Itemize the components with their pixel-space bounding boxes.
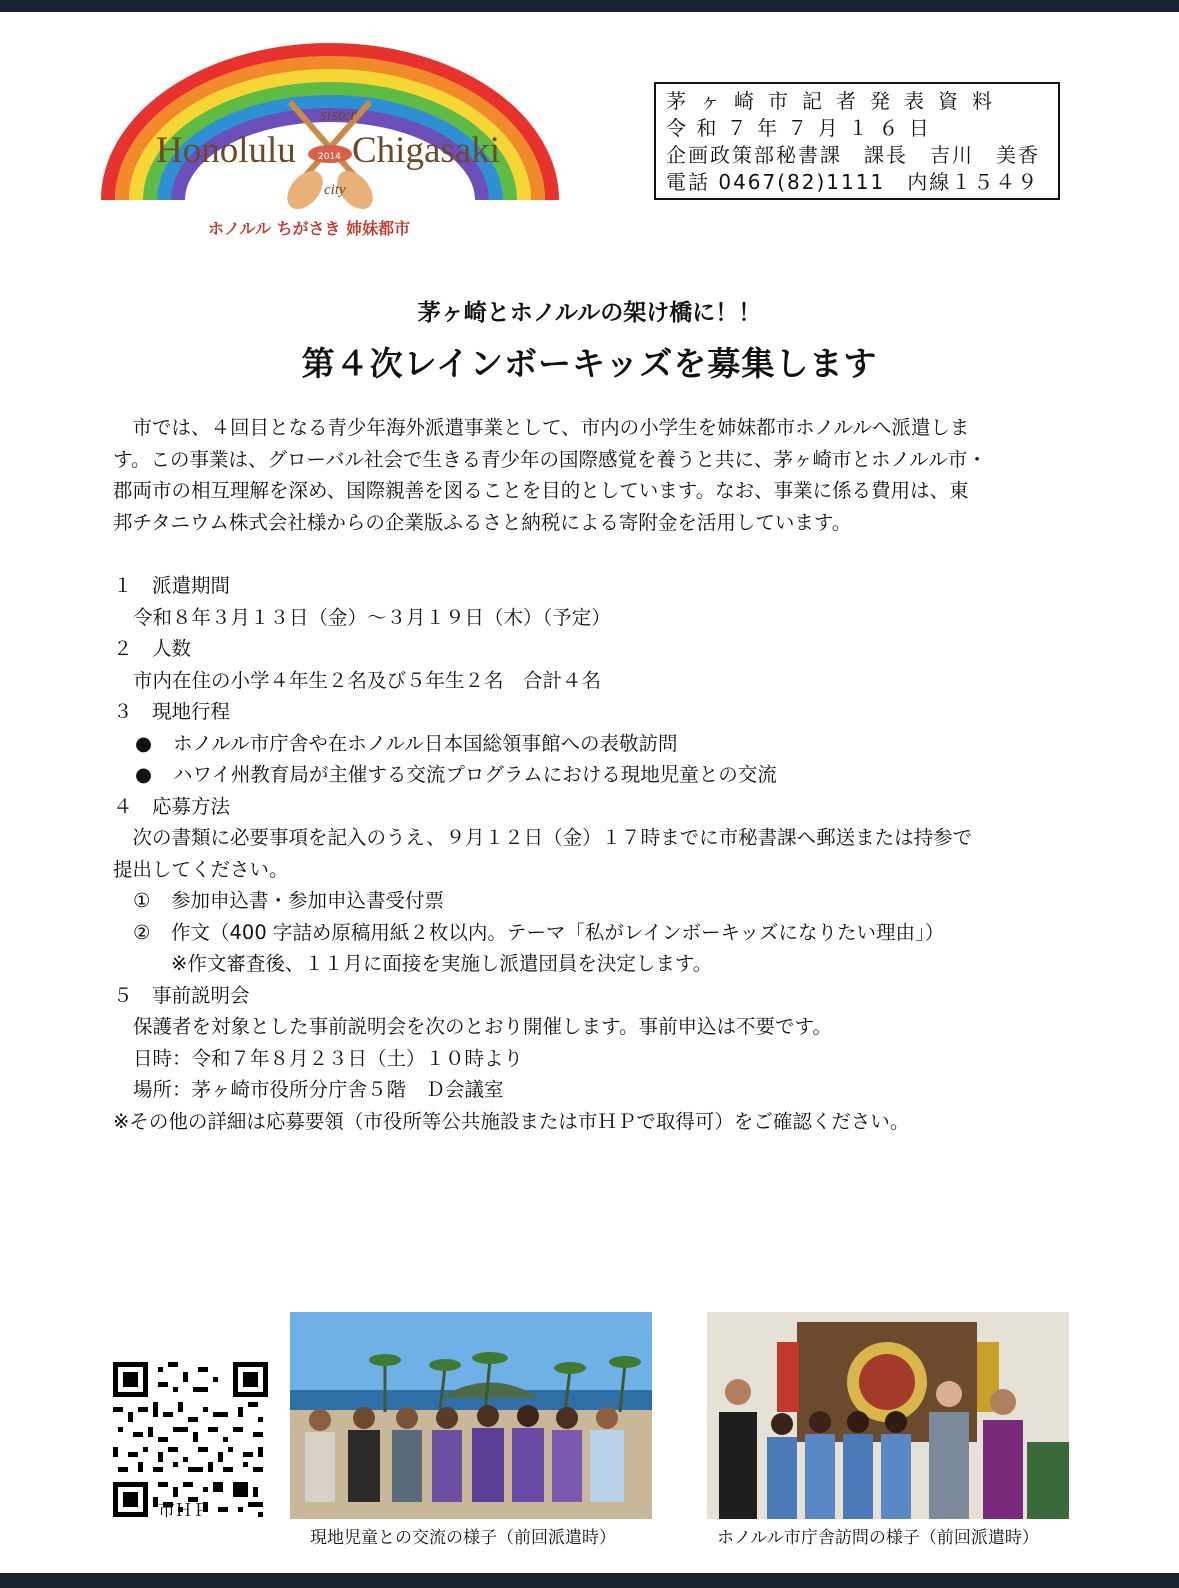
item-number: ① <box>133 889 151 912</box>
section-title-application: ４ 応募方法 <box>113 794 231 818</box>
section-title-count: ２ 人数 <box>113 637 192 660</box>
qr-code[interactable] <box>113 1362 268 1517</box>
press-date: 令 和 ７ 年 ７ 月 １ ６ 日 <box>666 116 931 140</box>
qr-caption: 市ＨＰ <box>158 1501 209 1521</box>
press-label: 茅ヶ崎市記者発表資料 <box>666 89 1006 113</box>
logo-subtitle-text: ホノルル ちがさき 姉妹都市 <box>208 219 411 238</box>
application-note: ※作文審査後、１１月に面接を実施し派遣団員を決定します。 <box>171 952 713 975</box>
page-subtitle: 茅ヶ崎とホノルルの架け橋に！！ <box>417 300 762 326</box>
section-title-itinerary: ３ 現地行程 <box>113 700 231 723</box>
city-hall-visit-photo <box>707 1312 1069 1519</box>
logo-chigasaki-text: Chigasaki <box>352 130 500 171</box>
qr-code-graphic <box>113 1362 268 1517</box>
press-release-page <box>0 12 1179 1573</box>
sister-city-logo <box>100 42 560 252</box>
list-item <box>113 917 1063 949</box>
list-item <box>113 728 1063 760</box>
section-text-period: 令和８年３月１３日（金）～３月１９日（木）（予定） <box>133 605 611 629</box>
city-hall-photo-graphic <box>707 1312 1069 1519</box>
section-text-application: 次の書類に必要事項を記入のうえ、９月１２日（金）１７時までに市秘書課へ郵送または持参で <box>113 826 973 849</box>
briefing-place: 場所：茅ヶ崎市役所分庁舎５階 Ｄ会議室 <box>133 1078 504 1101</box>
briefing-date: 日時：令和７年８月２３日（土）１０時より <box>133 1046 524 1070</box>
application-essay: 作文（400 字詰め原稿用紙２枚以内。テーマ「私がレインボーキッズになりたい理由」） <box>171 920 945 944</box>
city-hall-photo-caption: ホノルル市庁舎訪問の様子（前回派遣時） <box>717 1528 1039 1548</box>
section-text-application-2: 提出してください。 <box>113 857 289 881</box>
itinerary-item: ホノルル市庁舎や在ホノルル日本国総領事館への表敬訪問 <box>173 731 678 755</box>
logo-sister-text: sister <box>320 105 357 124</box>
intro-line: 郡両市の相互理解を深め、国際親善を図ることを目的としています。なお、事業に係る費用は、東 <box>113 479 969 502</box>
bullet-icon: ● <box>135 731 153 755</box>
logo-city-text: city <box>324 182 346 198</box>
intro-line: 邦チタニウム株式会社様からの企業版ふるさと納税による寄附金を活用しています。 <box>113 510 852 534</box>
exchange-photo <box>290 1312 652 1519</box>
intro-line: す。この事業は、グローバル社会で生きる青少年の国際感覚を養うと共に、茅ヶ崎市とホノルル市・ <box>113 447 987 471</box>
document-body <box>113 412 1063 1137</box>
logo-honolulu-text: Honolulu <box>156 130 296 171</box>
press-phone: 電話 0467(82)1111 内線１５４９ <box>666 170 1040 194</box>
itinerary-item: ハワイ州教育局が主催する交流プログラムにおける現地児童との交流 <box>173 763 777 786</box>
section-title-period: １ 派遣期間 <box>113 574 231 597</box>
rainbow-logo-graphic <box>100 42 560 252</box>
exchange-photo-graphic <box>290 1312 652 1519</box>
press-department: 企画政策部秘書課 課長 吉川 美香 <box>666 143 1040 167</box>
briefing-text: 保護者を対象とした事前説明会を次のとおり開催します。事前申込は不要です。 <box>133 1015 832 1038</box>
section-title-briefing: ５ 事前説明会 <box>113 983 250 1007</box>
intro-line: 市では、４回目となる青少年海外派遣事業として、市内の小学生を姉妹都市ホノルルへ派遣しま <box>113 416 970 439</box>
page-title: 第４次レインボーキッズを募集します <box>301 344 878 383</box>
bullet-icon: ● <box>135 763 153 786</box>
list-item <box>113 885 1063 917</box>
press-info-box <box>654 82 1060 200</box>
list-item <box>113 759 1063 791</box>
item-number: ② <box>133 920 151 944</box>
application-document: 参加申込書・参加申込書受付票 <box>171 889 445 912</box>
footer-note: ※その他の詳細は応募要領（市役所等公共施設または市ＨＰで取得可）をご確認ください。 <box>113 1109 910 1133</box>
logo-year-text: 2014 <box>318 152 341 162</box>
section-text-count: 市内在住の小学４年生２名及び５年生２名 合計４名 <box>133 668 602 692</box>
exchange-photo-caption: 現地児童との交流の様子（前回派遣時） <box>310 1528 616 1548</box>
